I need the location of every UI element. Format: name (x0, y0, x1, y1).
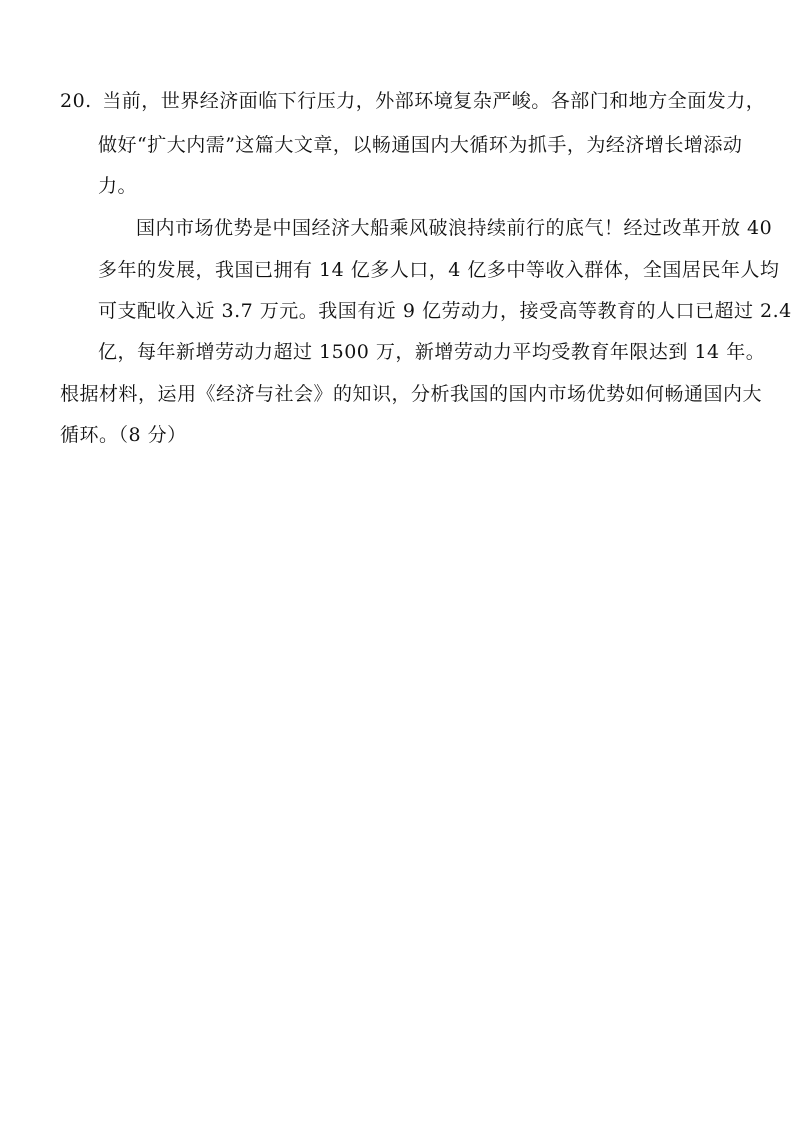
prompt-line-1: 根据材料，运用《经济与社会》的知识，分析我国的国内市场优势如何畅通国内大 (60, 383, 763, 405)
stem-text-1: 当前，世界经济面临下行压力，外部环境复杂严峻。各部门和地方全面发力， (102, 90, 766, 112)
material-line-2: 多年的发展，我国已拥有 14 亿多人口，4 亿多中等收入群体，全国居民年人均 (98, 259, 780, 281)
prompt-line-2: 循环。（8 分） (60, 424, 187, 446)
material-line-3: 可支配收入近 3.7 万元。我国有近 9 亿劳动力，接受高等教育的人口已超过 2.4 (98, 300, 792, 322)
question-stem-line-2: 做好“扩大内需”这篇大文章，以畅通国内大循环为抓手，为经济增长增添动 (98, 134, 743, 156)
question-number: 20. (60, 90, 92, 112)
material-line-4: 亿，每年新增劳动力超过 1500 万，新增劳动力平均受教育年限达到 14 年。 (98, 341, 766, 363)
material-line-1: 国内市场优势是中国经济大船乘风破浪持续前行的底气！经过改革开放 40 (136, 217, 773, 239)
question-stem-line-1 (60, 87, 765, 115)
question-stem-line-3: 力。 (98, 175, 138, 197)
